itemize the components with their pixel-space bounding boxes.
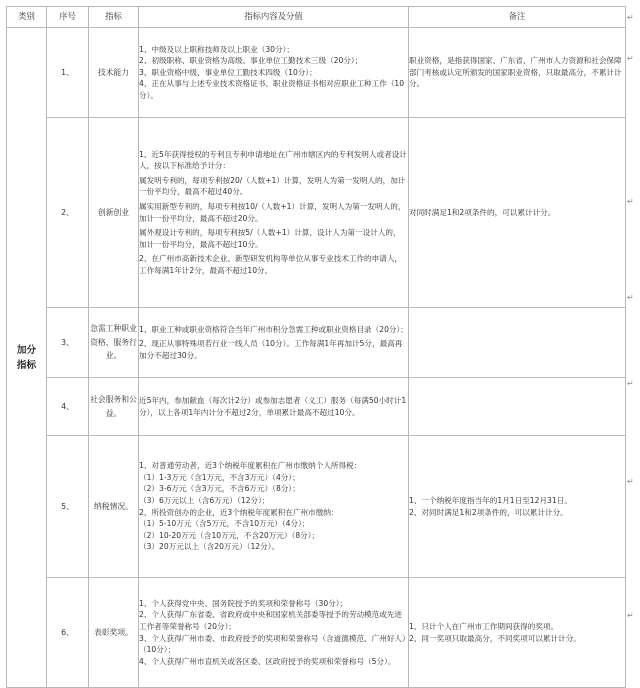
content-line: 2、在广州市高新技术企业、新型研发机构等单位从事专业技术工作的申请人，工作每满1年计2分，最高不超过10分。 (139, 254, 403, 275)
category-label-line2: 指标 (16, 359, 37, 371)
header-note: 备注 (409, 7, 626, 28)
content-line: 4、正在从事与上述专业技术资格证书、职业资格证书相对应职业工种工作（10分）。 (139, 79, 405, 100)
row-note (409, 378, 626, 436)
note-text: 职业资格，是指获得国家、广东省、广州市人力资源和社会保障部门考核或认定所颁发的国家职业资格，只取最高分，不累计计分。 (409, 56, 622, 89)
content-line: 1、对普通劳动者，近3个纳税年度累积在广州市缴纳个人所得税： (139, 461, 362, 471)
note-text: 对同时满足1和2项条件的，可以累计计分。 (409, 207, 556, 217)
content-line: 3、职业资格中级、事业单位工勤技术四级（10分）； (139, 67, 317, 77)
content-line: 2、现正从事特殊项若行业一线人员（10分）。工作每满1年再加计5分，最高再加分不超过30分。 (139, 339, 403, 360)
paragraph-mark-icon: ↵ (627, 477, 634, 486)
table-row (7, 28, 626, 118)
table-row (7, 308, 626, 378)
row-num: 1、 (47, 28, 89, 118)
content-line: 属实用新型专利的，每项专利按10/（人数+1）计算，发明人为第一发明人的，加计一份平均分，最高不超过20分。 (139, 201, 406, 223)
content-line: 1、近5年获得授权的专利且专利申请地址在广州市辖区内的专利发明人或者设计人，按以下标准给予计分： (139, 149, 407, 171)
paragraph-mark-icon: ↵ (627, 197, 634, 206)
category-cell (7, 28, 47, 688)
row-note: 1、只计个人在广州市工作期间获得的奖项。 2、同一奖项只取最高分，不同奖项可以累计计分。 (409, 578, 626, 688)
indicator-table (6, 6, 626, 688)
header-type: 类别 (7, 7, 47, 28)
table-header-row (7, 7, 626, 28)
content-line: 4、个人获得广州市直机关或各区委、区政府授予的奖项和荣誉称号（5分）。 (139, 656, 396, 666)
content-line: 2、个人获得广东省委、省政府或中央和国家机关部委等授予的劳动模范或先进工作者等荣誉称号（20分）； (139, 610, 403, 631)
row-num: 6、 (47, 578, 89, 688)
row-note (409, 118, 626, 308)
row-indicator: 纳税情况。 (89, 436, 139, 578)
table-row (7, 578, 626, 688)
paragraph-mark-icon: ↵ (627, 293, 634, 302)
header-content: 指标内容及分值 (139, 7, 409, 28)
row-num: 2、 (47, 118, 89, 308)
row-note (409, 28, 626, 118)
row-num: 4、 (47, 378, 89, 436)
category-label-line1: 加分 (16, 344, 37, 356)
header-indicator: 指标 (89, 7, 139, 28)
row-num: 5、 (47, 436, 89, 578)
row-content (139, 578, 409, 688)
content-line: 近5年内，参加献血（每次计2分）或参加志愿者（义工）服务（每满50小时计1分），以上各项1年内计分不超过2分，单项累计最高不超过10分。 (139, 395, 407, 417)
row-note (409, 308, 626, 378)
content-line: 1、职业工种或职业资格符合当年广州市积分急需工种或职业资格目录（20分）； (139, 324, 408, 334)
row-indicator: 社会服务和公益。 (89, 378, 139, 436)
content-line: （3）6万元以上（含6万元）（12分）； (139, 495, 270, 505)
content-line: （1）1-3万元（含1万元，不含3万元）（4分）； (139, 472, 300, 482)
content-line: 2、所投资创办的企业，近3个纳税年度累积在广州市缴纳： (139, 507, 339, 517)
row-note: 1、一个纳税年度指当年的1月1日至12月31日。 2、对同时满足1和2项条件的，可以累计计分。 (409, 436, 626, 578)
content-line: （2）10-20万元（含10万元，不含20万元）（8分）； (139, 530, 320, 540)
row-content (139, 436, 409, 578)
paragraph-mark-icon: ↵ (627, 379, 634, 388)
paragraph-mark-icon: ↵ (627, 611, 634, 620)
table-row (7, 118, 626, 308)
header-num: 序号 (47, 7, 89, 28)
row-indicator: 表彰奖项。 (89, 578, 139, 688)
table-row (7, 436, 626, 578)
paragraph-mark-icon: ↵ (627, 13, 634, 22)
row-content (139, 308, 409, 378)
content-line: 1、中级及以上职称技师及以上职业（30分）； (139, 44, 294, 54)
content-line: （2）3-6万元（含3万元，不含6万元）（8分）； (139, 484, 300, 494)
content-line: 2、初级职称、职业资格为高级、事业单位工勤技术三级（20分）； (139, 56, 363, 66)
content-line: 3、个人获得广州市委、市政府授予的奖项和荣誉称号（含道德模范、广州好人）（10分）； (139, 633, 406, 655)
content-line: 属发明专利的，每项专利按20/（人数+1）计算，发明人为第一发明人的，加计一份平均分，最高不超过40分。 (139, 175, 406, 197)
row-content (139, 28, 409, 118)
row-content (139, 378, 409, 436)
paragraph-mark-icon: ↵ (627, 54, 634, 63)
row-indicator: 急需工种职业资格、服务行业。 (89, 308, 139, 378)
row-indicator: 技术能力 (89, 28, 139, 118)
row-indicator: 创新创业 (89, 118, 139, 308)
content-line: 1、个人获得党中央、国务院授予的奖项和荣誉称号（30分）； (139, 598, 348, 608)
row-num: 3、 (47, 308, 89, 378)
content-line: （1）5-10万元（含5万元，不含10万元）（4分）； (139, 519, 310, 529)
content-line: （3）20万元以上（含20万元）（12分）。 (139, 542, 280, 552)
row-content (139, 118, 409, 308)
content-line: 属外观设计专利的，每项专利按5/（人数+1）计算，设计人为第一设计人的，加计一份平均分，最高不超过10分。 (139, 228, 401, 249)
table-row (7, 378, 626, 436)
